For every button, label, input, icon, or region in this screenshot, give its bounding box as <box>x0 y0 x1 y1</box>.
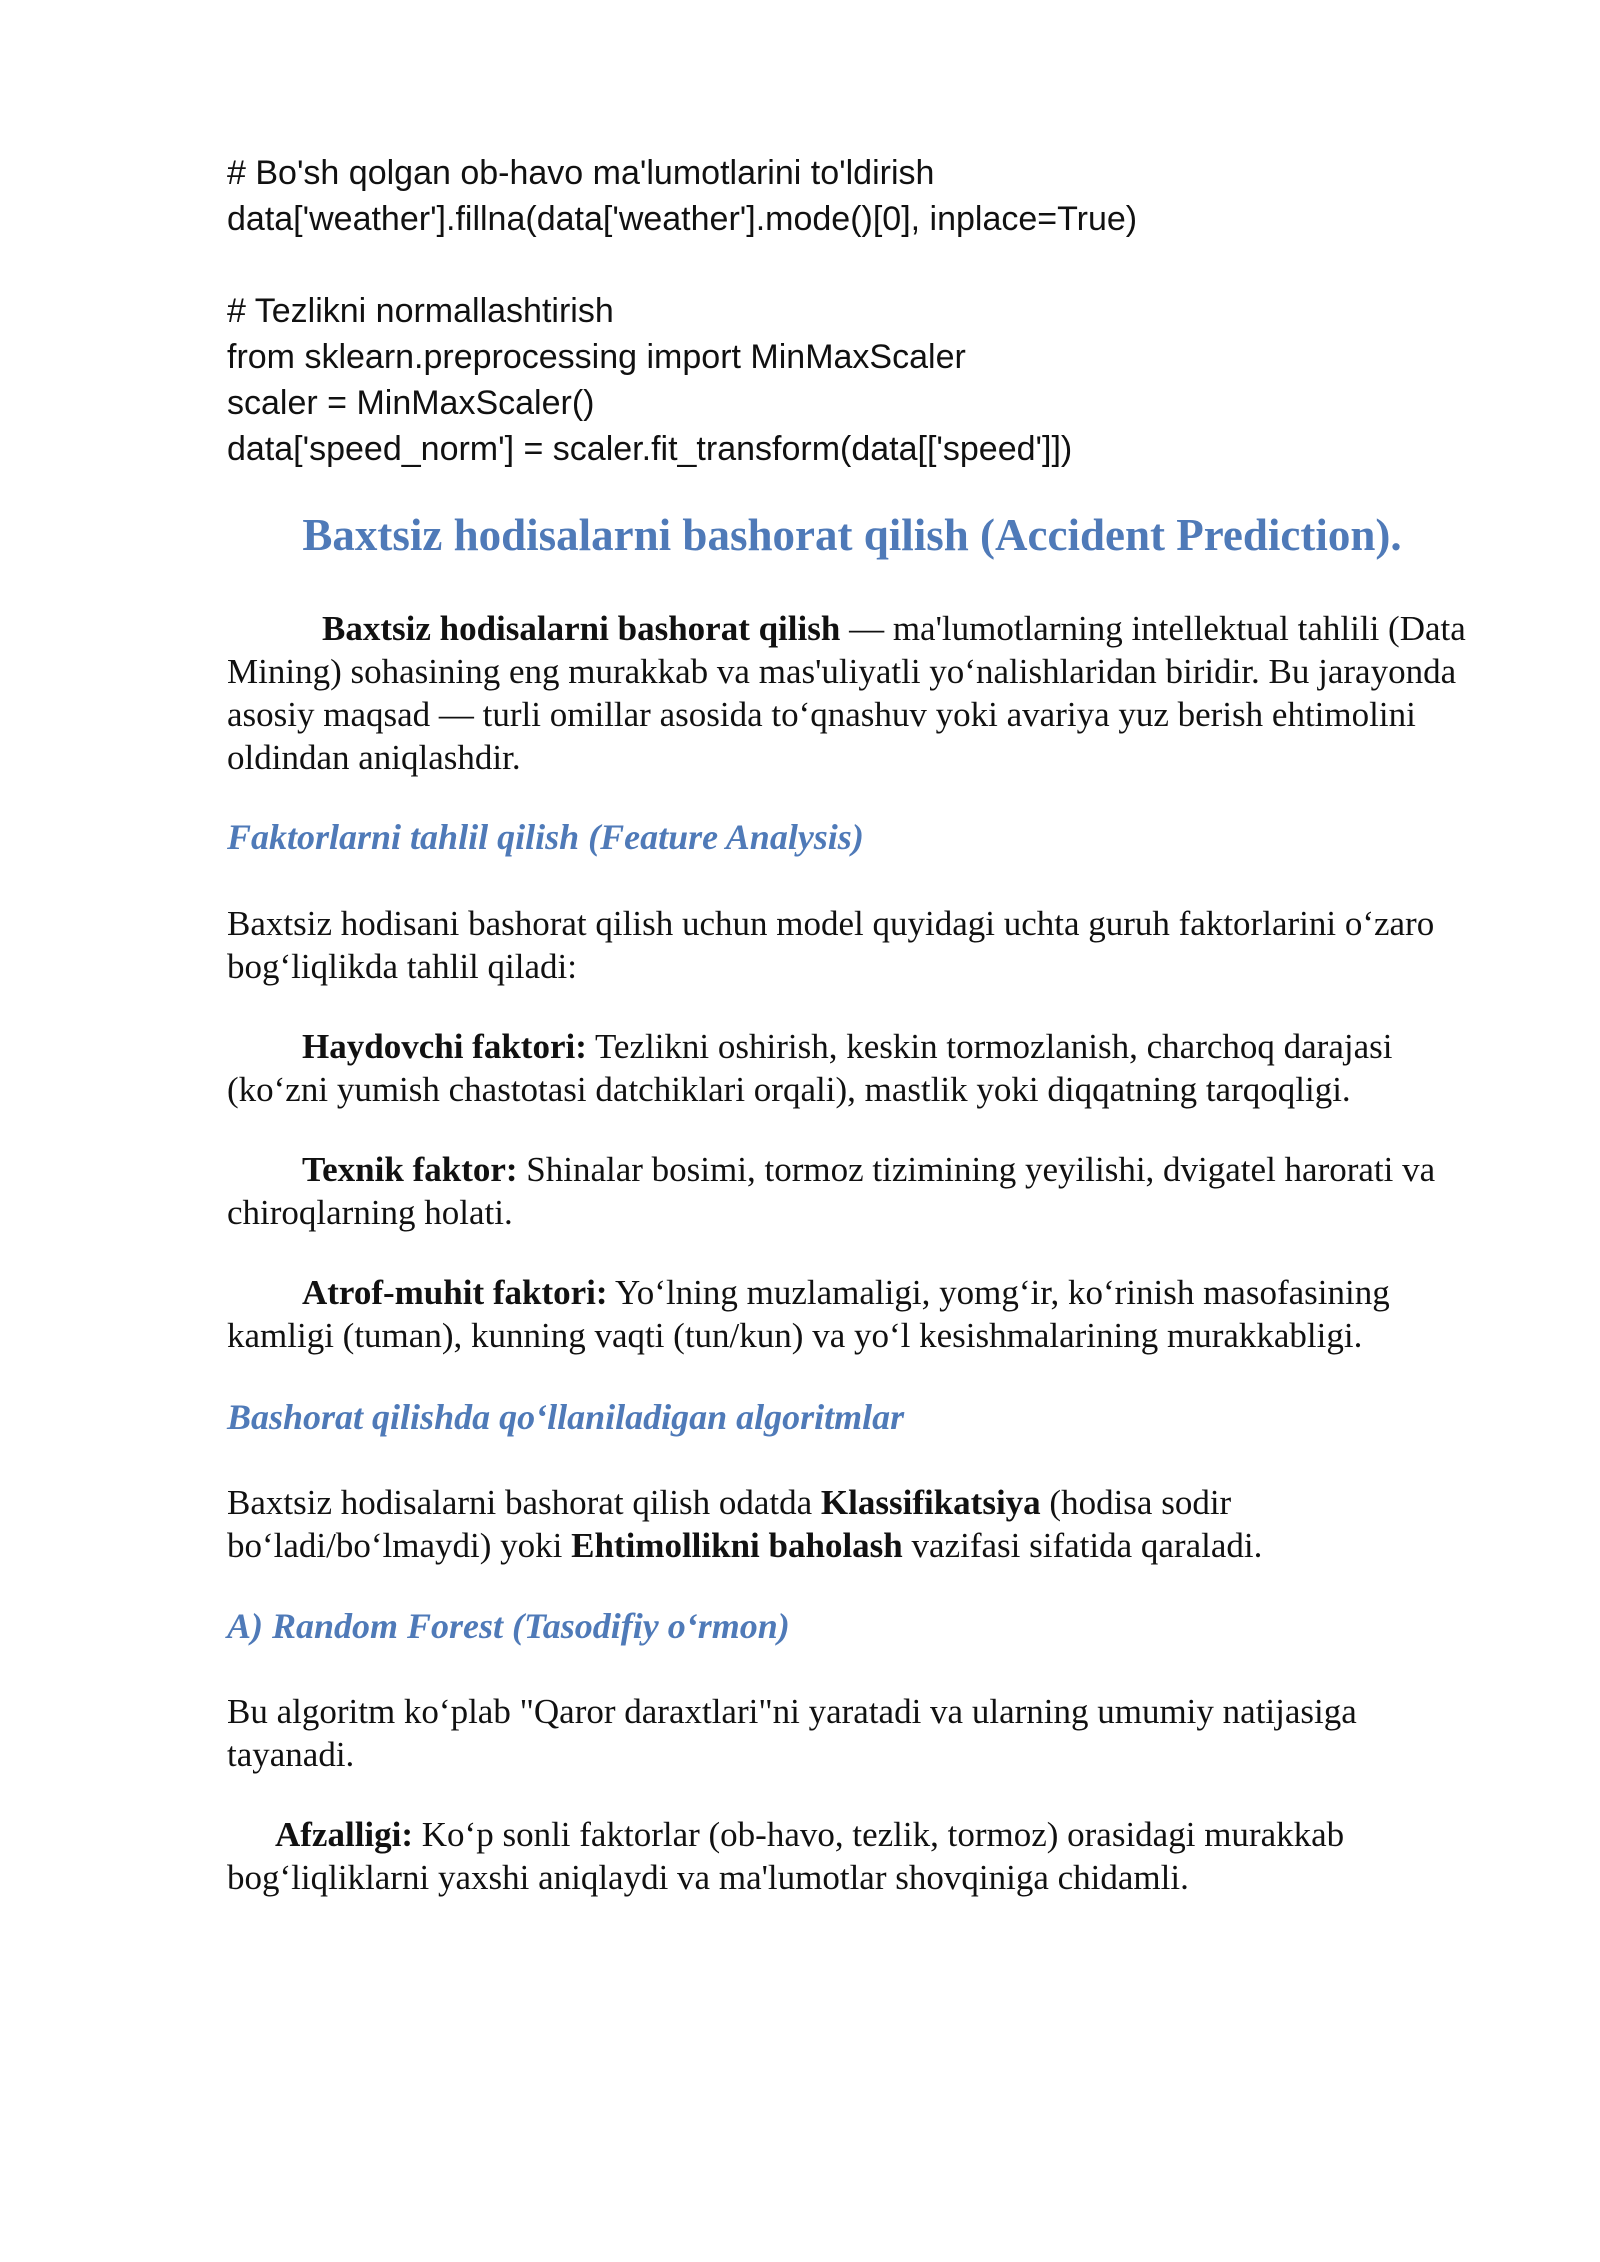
intro-text: — ma'lumotlarning intellektual tahlili (Data Mining) sohasining eng murakkab va mas'uliyatli yo‘nalishlaridan biridir. Bu jarayonda asosiy maqsad — turli omillar asosida to‘qnashuv yoki avariya yuz berish ehtimolini oldindan aniqlashdir. <box>227 609 1466 777</box>
factor-text: Tezlikni oshirish, keskin tormozlanish, charchoq darajasi (ko‘zni yumish chastotasi datchiklari orqali), mastlik yoki diqqatning tarqoqligi. <box>227 1027 1393 1109</box>
features-lead-paragraph: Baxtsiz hodisani bashorat qilish uchun model quyidagi uchta guruh faktorlarini o‘zaro bog‘liqlikda tahlil qiladi: <box>227 904 1435 986</box>
advantage-text: Ko‘p sonli faktorlar (ob-havo, tezlik, tormoz) orasidagi murakkab bog‘liqliklarni yaxshi aniqlaydi va ma'lumotlar shovqiniga chidamli. <box>227 1815 1345 1897</box>
factor-environment-paragraph <box>227 1271 1477 1357</box>
random-forest-heading: A) Random Forest (Tasodifiy o‘rmon) <box>227 1606 790 1646</box>
advantage-label: Afzalligi: <box>275 1815 414 1854</box>
factor-text: Yo‘lning muzlamaligi, yomg‘ir, ko‘rinish masofasining kamligi (tuman), kunning vaqti (tun/kun) va yo‘l kesishmalarining murakkabligi. <box>227 1273 1390 1355</box>
factor-driver-paragraph <box>227 1025 1477 1111</box>
algorithms-text: Baxtsiz hodisalarni bashorat qilish odatda <box>227 1483 821 1522</box>
code-line: from sklearn.preprocessing import MinMaxScaler <box>227 338 966 376</box>
code-line: # Bo'sh qolgan ob-havo ma'lumotlarini to'ldirish <box>227 154 935 192</box>
algorithms-bold-term: Klassifikatsiya <box>820 1483 1041 1522</box>
code-block <box>227 150 1477 472</box>
factor-label: Texnik faktor: <box>302 1150 518 1189</box>
factor-text: Shinalar bosimi, tormoz tizimining yeyilishi, dvigatel harorati va chiroqlarning holati. <box>227 1150 1436 1232</box>
random-forest-advantage <box>227 1813 1477 1899</box>
algorithms-bold-term: Ehtimollikni baholash <box>571 1526 903 1565</box>
code-line: data['weather'].fillna(data['weather'].mode()[0], inplace=True) <box>227 200 1138 238</box>
intro-bold-term: Baxtsiz hodisalarni bashorat qilish <box>322 609 841 648</box>
code-line: scaler = MinMaxScaler() <box>227 384 595 422</box>
intro-paragraph <box>227 607 1477 779</box>
code-line-blank <box>227 242 1477 288</box>
factor-technical-paragraph <box>227 1148 1477 1234</box>
section-title: Baxtsiz hodisalarni bashorat qilish (Accident Prediction). <box>302 510 1402 560</box>
code-line: data['speed_norm'] = scaler.fit_transform(data[['speed']]) <box>227 430 1073 468</box>
code-line: # Tezlikni normallashtirish <box>227 292 614 330</box>
features-heading: Faktorlarni tahlil qilish (Feature Analysis) <box>227 817 864 857</box>
random-forest-description: Bu algoritm ko‘plab "Qaror daraxtlari"ni yaratadi va ularning umumiy natijasiga tayanadi. <box>227 1692 1357 1774</box>
algorithms-lead-paragraph <box>227 1481 1477 1567</box>
algorithms-text: vazifasi sifatida qaraladi. <box>902 1526 1263 1565</box>
algorithms-heading: Bashorat qilishda qo‘llaniladigan algoritmlar <box>227 1397 905 1437</box>
factor-label: Haydovchi faktori: <box>302 1027 587 1066</box>
factor-label: Atrof-muhit faktori: <box>302 1273 608 1312</box>
algorithms-text: (hodisa sodir bo‘ladi/bo‘lmaydi) yoki <box>227 1483 1232 1565</box>
